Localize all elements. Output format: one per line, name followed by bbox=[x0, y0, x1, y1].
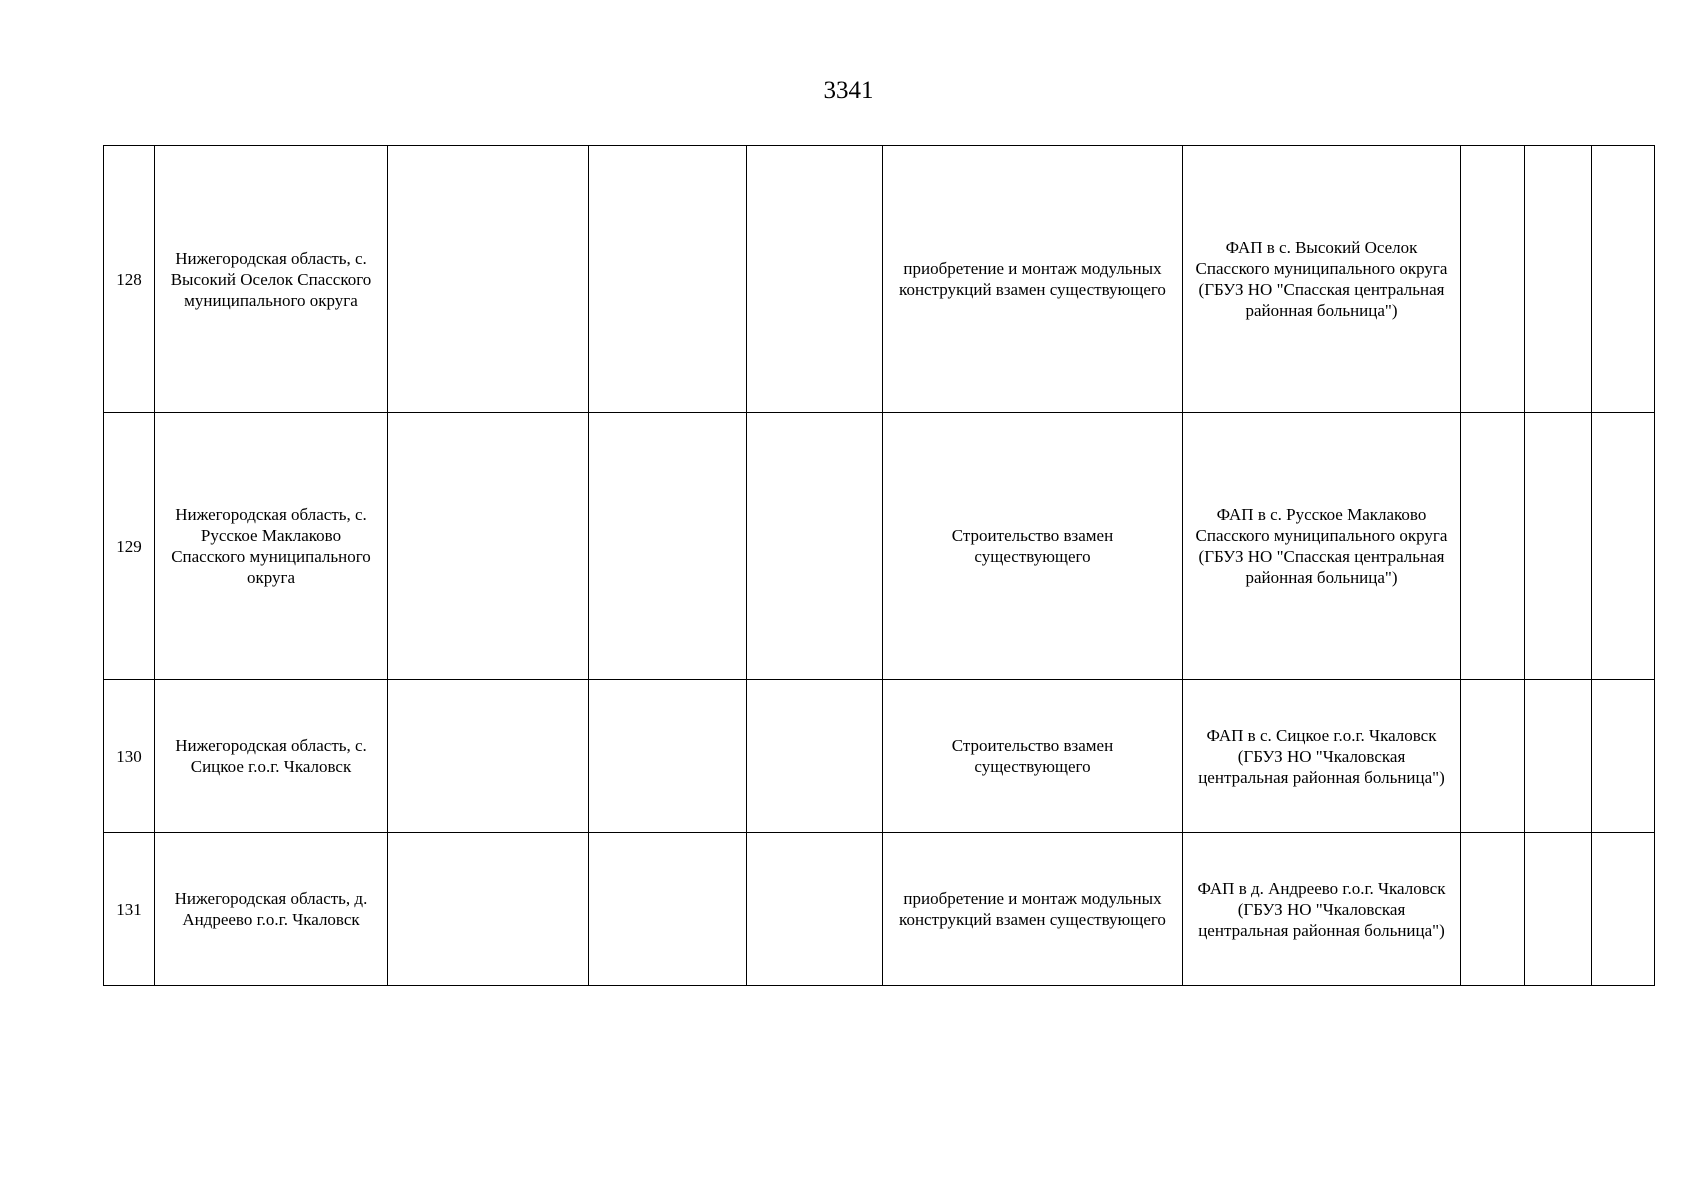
empty-cell bbox=[388, 413, 589, 680]
empty-cell bbox=[388, 833, 589, 986]
empty-cell bbox=[1525, 413, 1592, 680]
object-cell: ФАП в с. Высокий Оселок Спасского муниципального округа (ГБУЗ НО "Спасская центральная районная больница") bbox=[1183, 146, 1461, 413]
empty-cell bbox=[388, 680, 589, 833]
work-type-cell: приобретение и монтаж модульных конструкций взамен существующего bbox=[883, 833, 1183, 986]
empty-cell bbox=[747, 680, 883, 833]
empty-cell bbox=[1592, 413, 1655, 680]
empty-cell bbox=[747, 833, 883, 986]
work-type-cell: приобретение и монтаж модульных конструкций взамен существующего bbox=[883, 146, 1183, 413]
empty-cell bbox=[1461, 833, 1525, 986]
row-number-cell: 128 bbox=[104, 146, 155, 413]
table-row bbox=[104, 833, 1655, 986]
row-number-cell: 131 bbox=[104, 833, 155, 986]
empty-cell bbox=[747, 146, 883, 413]
location-cell: Нижегородская область, с. Высокий Оселок Спасского муниципального округа bbox=[155, 146, 388, 413]
object-cell: ФАП в с. Сицкое г.о.г. Чкаловск (ГБУЗ НО "Чкаловская центральная районная больница") bbox=[1183, 680, 1461, 833]
empty-cell bbox=[589, 833, 747, 986]
empty-cell bbox=[589, 413, 747, 680]
empty-cell bbox=[1525, 833, 1592, 986]
table-row bbox=[104, 146, 1655, 413]
empty-cell bbox=[1525, 680, 1592, 833]
page-number: 3341 bbox=[823, 77, 874, 104]
location-cell: Нижегородская область, с. Русское Маклаково Спасского муниципального округа bbox=[155, 413, 388, 680]
empty-cell bbox=[589, 680, 747, 833]
empty-cell bbox=[1461, 413, 1525, 680]
empty-cell bbox=[747, 413, 883, 680]
empty-cell bbox=[1592, 833, 1655, 986]
empty-cell bbox=[1592, 680, 1655, 833]
work-type-cell: Строительство взамен существующего bbox=[883, 680, 1183, 833]
table-row bbox=[104, 680, 1655, 833]
object-cell: ФАП в д. Андреево г.о.г. Чкаловск (ГБУЗ НО "Чкаловская центральная районная больница") bbox=[1183, 833, 1461, 986]
object-cell: ФАП в с. Русское Маклаково Спасского муниципального округа (ГБУЗ НО "Спасская центральная районная больница") bbox=[1183, 413, 1461, 680]
empty-cell bbox=[589, 146, 747, 413]
location-cell: Нижегородская область, д. Андреево г.о.г. Чкаловск bbox=[155, 833, 388, 986]
empty-cell bbox=[1461, 680, 1525, 833]
row-number-cell: 130 bbox=[104, 680, 155, 833]
empty-cell bbox=[1525, 146, 1592, 413]
work-type-cell: Строительство взамен существующего bbox=[883, 413, 1183, 680]
empty-cell bbox=[1592, 146, 1655, 413]
row-number-cell: 129 bbox=[104, 413, 155, 680]
empty-cell bbox=[1461, 146, 1525, 413]
facilities-table bbox=[103, 145, 1655, 986]
table-row bbox=[104, 413, 1655, 680]
empty-cell bbox=[388, 146, 589, 413]
location-cell: Нижегородская область, с. Сицкое г.о.г. Чкаловск bbox=[155, 680, 388, 833]
